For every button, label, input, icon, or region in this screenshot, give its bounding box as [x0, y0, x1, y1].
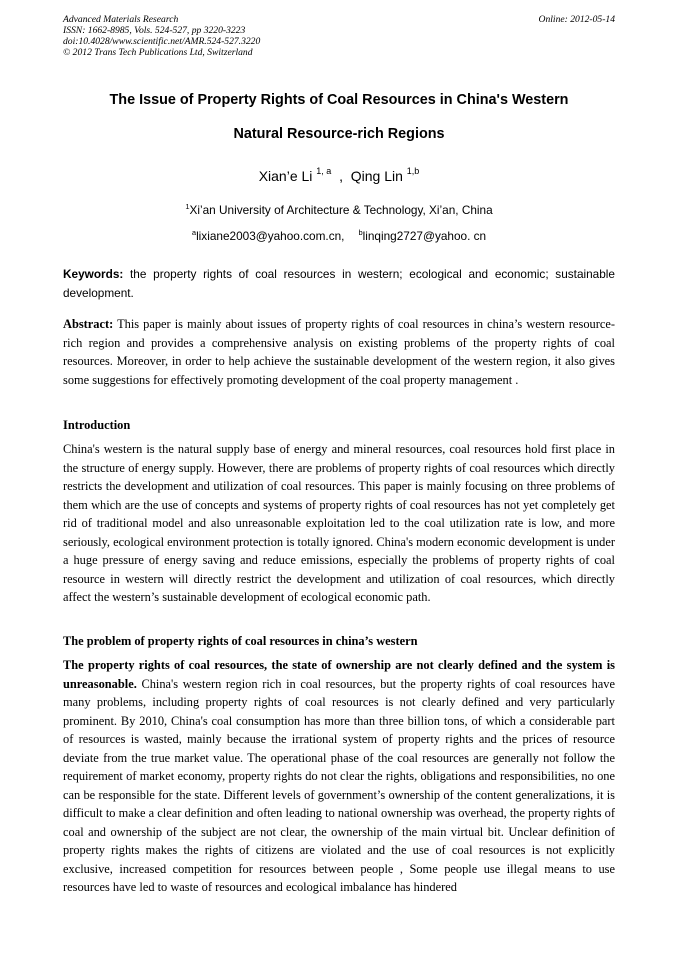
email-b: linqing2727@yahoo. cn [362, 229, 487, 243]
abstract [63, 315, 615, 389]
email-b-marker: b [358, 228, 363, 237]
author-separator: , [335, 168, 347, 184]
author-2-affiliation-marker: 1,b [406, 166, 420, 176]
keywords [63, 265, 615, 302]
affiliation-marker: 1 [185, 202, 190, 211]
journal-header [63, 14, 615, 58]
doi-line: doi:10.4028/www.scientific.net/AMR.524-527.3220 [63, 36, 261, 47]
section-heading-property-rights: The problem of property rights of coal resources in china’s western [63, 634, 418, 648]
keywords-text: the property rights of coal resources in western; ecological and economic; sustainable development. [63, 267, 615, 300]
affiliation-text: Xi’an University of Architecture & Technology, Xi’an, China [189, 203, 493, 217]
section-paragraph [63, 656, 615, 897]
paragraph-bold-lead: The property rights of coal resources, the state of ownership are not clearly defined and the system is unreasonable. [63, 658, 615, 691]
introduction-heading: Introduction [63, 418, 131, 432]
author-1-affiliation-marker: 1, a [316, 166, 332, 176]
journal-name: Advanced Materials Research [63, 14, 179, 25]
author-1-name: Xian’e Li [258, 168, 313, 184]
introduction-paragraph: China's western is the natural supply base of energy and mineral resources, coal resources hold first place in the structure of energy supply. However, there are problems of property rights of coal resources which directly restricts the development and utilization of coal resources. This paper is mainly focusing on three problems of them which are the use of concepts and systems of property rights of coal resources has not yet completely get rid of traditional model and also unreasonable exploitation led to the coal utilization rate is low, and more seriously, ecological environment protection is totally ignored. China's modern economic development is under a huge pressure of energy saving and reduce emissions, especially the problems of property rights of coal resource in western will directly restrict the development and utilization of coal resources, which directly affect the western’s sustainable development of ecological economic path. [63, 442, 615, 604]
email-a: lixiane2003@yahoo.com.cn, [196, 229, 345, 243]
abstract-text: This paper is mainly about issues of property rights of coal resources in china’s western resource-rich region and provides a comprehensive analysis on existing problems of the property rights of coal resources. Moreover, in order to help achieve the sustainable development of the western region, it also gives some suggestions for effectively promoting development of the coal property management . [63, 317, 615, 387]
author-emails [0, 229, 678, 243]
abstract-label: Abstract: [63, 317, 114, 331]
issn-line: ISSN: 1662-8985, Vols. 524-527, pp 3220-3223 [63, 25, 246, 36]
paragraph-text: China's western region rich in coal resources, but the property rights of coal resources have many problems, including property rights of coal resources is not clearly defined and very particularly prominent. By 2010, China's coal consumption has more than three billion tons, of which a considerable part of resources is wasted, mainly because the irrational system of property rights and the prices of resource deviate from the true market value. The operational phase of the coal resources are generally not follow the requirement of market economy, property rights do not clear the rights, obligations and responsibilities, no one can be responsible for the state. Different levels of government’s ownership of the content generalizations, it is difficult to make a clear definition and often leading to national ownership was overhead, the property rights of coal and ownership of the subject are not clear, the ownership of the main virtual bit. Unclear definition of property rights makes the rights of citizens are violated and the use of coal resources is not explicitly exclusive, increased competition for resources between people , Some people use illegal means to use resources have led to waste of resources and ecological imbalance has hindered [63, 676, 615, 894]
author-2-name: Qing Lin [350, 168, 403, 184]
copyright-line: © 2012 Trans Tech Publications Ltd, Switzerland [63, 47, 253, 58]
author-list [0, 167, 678, 185]
paper-title-line-1: The Issue of Property Rights of Coal Resources in China's Western [109, 92, 569, 108]
keywords-label: Keywords: [63, 267, 124, 281]
journal-info [63, 14, 615, 58]
affiliation [0, 203, 678, 217]
email-a-marker: a [191, 228, 197, 237]
paper-title-line-2: Natural Resource-rich Regions [233, 126, 445, 142]
online-date: Online: 2012-05-14 [538, 14, 615, 25]
